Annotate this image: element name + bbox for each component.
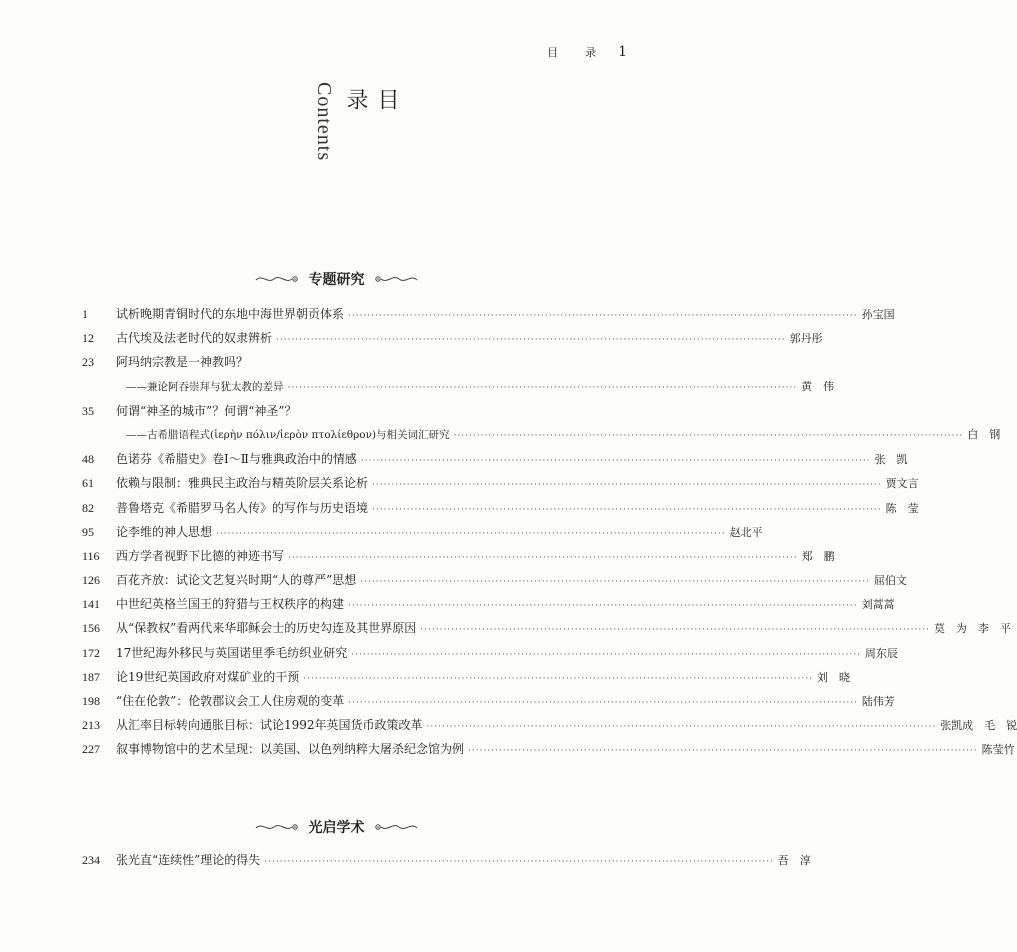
toc-title: ——兼论阿吞崇拜与犹太教的差异 [126, 380, 284, 393]
ornament-left-icon [254, 821, 300, 833]
toc-page-number: 227 [82, 742, 100, 757]
toc-entry [82, 496, 919, 520]
toc-entry [82, 568, 907, 592]
toc-leader-dots [427, 715, 937, 739]
toc-entry [82, 848, 811, 872]
toc-list-1 [82, 302, 1017, 762]
toc-author: 张凯成 毛 锐 [940, 719, 1017, 733]
toc-page-number: 61 [82, 476, 94, 491]
toc-author: 白 钢 [967, 427, 1001, 441]
toc-leader-dots [348, 304, 858, 328]
ornament-left-icon [254, 273, 300, 285]
page-title-chinese: 目录 [343, 88, 399, 128]
toc-leader-dots [372, 473, 882, 497]
toc-title: 普鲁塔克《希腊罗马名人传》的写作与历史语境 [116, 500, 369, 515]
ornament-right-icon [373, 273, 419, 285]
toc-leader-dots [303, 667, 813, 691]
toc-author: 黄 伟 [801, 379, 835, 393]
toc-page-number: 116 [82, 548, 100, 563]
toc-leader-dots [348, 594, 858, 618]
toc-leader-dots [216, 522, 726, 546]
toc-leader-dots [276, 328, 786, 352]
page-title-english: Contents [313, 82, 335, 162]
toc-page-number: 198 [82, 694, 100, 708]
section-heading-1 [0, 269, 673, 289]
toc-page-number: 187 [82, 669, 100, 684]
running-header [547, 44, 627, 60]
toc-leader-dots [348, 691, 858, 715]
toc-leader-dots [468, 739, 978, 763]
toc-author: 陆伟芳 [861, 695, 895, 708]
toc-title: 中世纪英格兰国王的狩猎与王权秩序的构建 [116, 597, 345, 612]
toc-entry [82, 302, 895, 326]
toc-leader-dots [361, 449, 871, 473]
toc-title: 从汇率目标转向通胀目标：试论1992年英国货币政策改革 [116, 718, 423, 733]
toc-entry [82, 326, 823, 350]
toc-page-number: 234 [82, 853, 100, 867]
toc-page-number: 12 [82, 331, 94, 346]
toc-title: 依赖与限制：雅典民主政治与精英阶层关系论析 [116, 476, 369, 491]
page-number: 1 [618, 44, 627, 60]
toc-page-number: 48 [82, 452, 94, 467]
section-heading-text: 光启学术 [308, 820, 365, 836]
toc-page-number: 82 [82, 500, 94, 515]
toc-leader-dots [351, 643, 861, 667]
toc-leader-dots [360, 570, 870, 594]
toc-title: ——古希腊语程式(ἱερὴν πόλιν/ἱερὸν πτολίεθρον)与相关词汇研究 [126, 428, 450, 441]
running-header-title: 目 录 [547, 46, 605, 59]
toc-author: 孙宝国 [861, 308, 895, 321]
toc-title: 张光直“连续性”理论的得失 [116, 853, 261, 867]
toc-entry [82, 713, 1017, 737]
toc-title: 西方学者视野下比德的神迹书写 [116, 548, 285, 563]
toc-leader-dots [288, 546, 798, 570]
toc-page-number: 172 [82, 645, 100, 660]
toc-author: 刘 晓 [816, 670, 850, 684]
toc-entry [82, 544, 835, 568]
toc-entry [82, 665, 850, 689]
toc-title: 从“保教权”看两代来华耶稣会士的历史勾连及其世界原因 [116, 621, 417, 636]
toc-author: 莫 为 李 平 [933, 622, 1011, 636]
toc-title: 叙事博物馆中的艺术呈现：以美国、以色列纳粹大屠杀纪念馆为例 [116, 742, 465, 757]
section-heading-2 [0, 817, 673, 837]
toc-subtitle-row [82, 423, 1001, 447]
toc-entry [82, 592, 895, 616]
toc-page-number: 213 [82, 718, 100, 733]
toc-title: 17世纪海外移民与英国诺里季毛纺织业研究 [116, 645, 348, 660]
toc-entry [82, 399, 594, 423]
toc-author: 赵北平 [729, 525, 763, 539]
toc-title: 色诺芬《希腊史》卷Ⅰ～Ⅱ与雅典政治中的情感 [116, 452, 357, 467]
toc-entry [82, 737, 1015, 761]
toc-author: 郑 鹏 [801, 549, 835, 563]
toc-author: 郭丹彤 [789, 332, 823, 346]
toc-page-number: 141 [82, 597, 100, 612]
toc-title: 阿玛纳宗教是一神教吗？ [116, 355, 249, 370]
toc-subtitle-row [82, 375, 835, 399]
toc-entry [82, 641, 898, 665]
toc-author: 陈 莹 [885, 501, 919, 515]
toc-page-number: 23 [82, 355, 94, 370]
toc-title: 论19世纪英国政府对煤矿业的干预 [116, 669, 300, 684]
toc-page-number: 95 [82, 524, 94, 539]
toc-leader-dots [372, 498, 882, 522]
toc-page-number: 126 [82, 573, 100, 588]
toc-title: 古代埃及法老时代的奴隶辨析 [116, 331, 273, 346]
toc-author: 屈伯文 [873, 574, 907, 588]
toc-title: 论李维的神人思想 [116, 524, 213, 539]
ornament-right-icon [373, 821, 419, 833]
toc-title: 百花齐放：试论文艺复兴时期“人的尊严”思想 [116, 573, 357, 588]
toc-leader-dots [288, 376, 798, 400]
toc-author: 陈莹竹 [981, 743, 1015, 757]
toc-entry [82, 689, 895, 713]
toc-leader-dots [420, 618, 930, 642]
toc-author: 贾文言 [885, 477, 919, 491]
toc-page-number: 35 [82, 403, 94, 418]
toc-entry [82, 471, 919, 495]
toc-title: 何谓“神圣的城市”？何谓“神圣”？ [116, 403, 297, 418]
toc-author: 周东辰 [864, 646, 898, 660]
section-heading-text: 专题研究 [308, 272, 365, 288]
toc-entry [82, 447, 908, 471]
toc-leader-dots [454, 424, 964, 448]
toc-page-number: 156 [82, 621, 100, 636]
toc-entry [82, 520, 763, 544]
toc-entry [82, 350, 594, 374]
toc-title: 试析晚期青铜时代的东地中海世界朝贡体系 [116, 307, 345, 321]
toc-entry [82, 616, 1011, 640]
toc-title: “住在伦敦”：伦敦郡议会工人住房观的变革 [116, 694, 345, 708]
toc-leader-dots [264, 850, 774, 874]
toc-author: 张 凯 [874, 453, 908, 467]
toc-list-2 [82, 848, 811, 872]
toc-author: 吾 淳 [777, 854, 811, 867]
toc-page-number: 1 [82, 307, 88, 321]
toc-author: 刘蒿蒿 [861, 598, 895, 612]
